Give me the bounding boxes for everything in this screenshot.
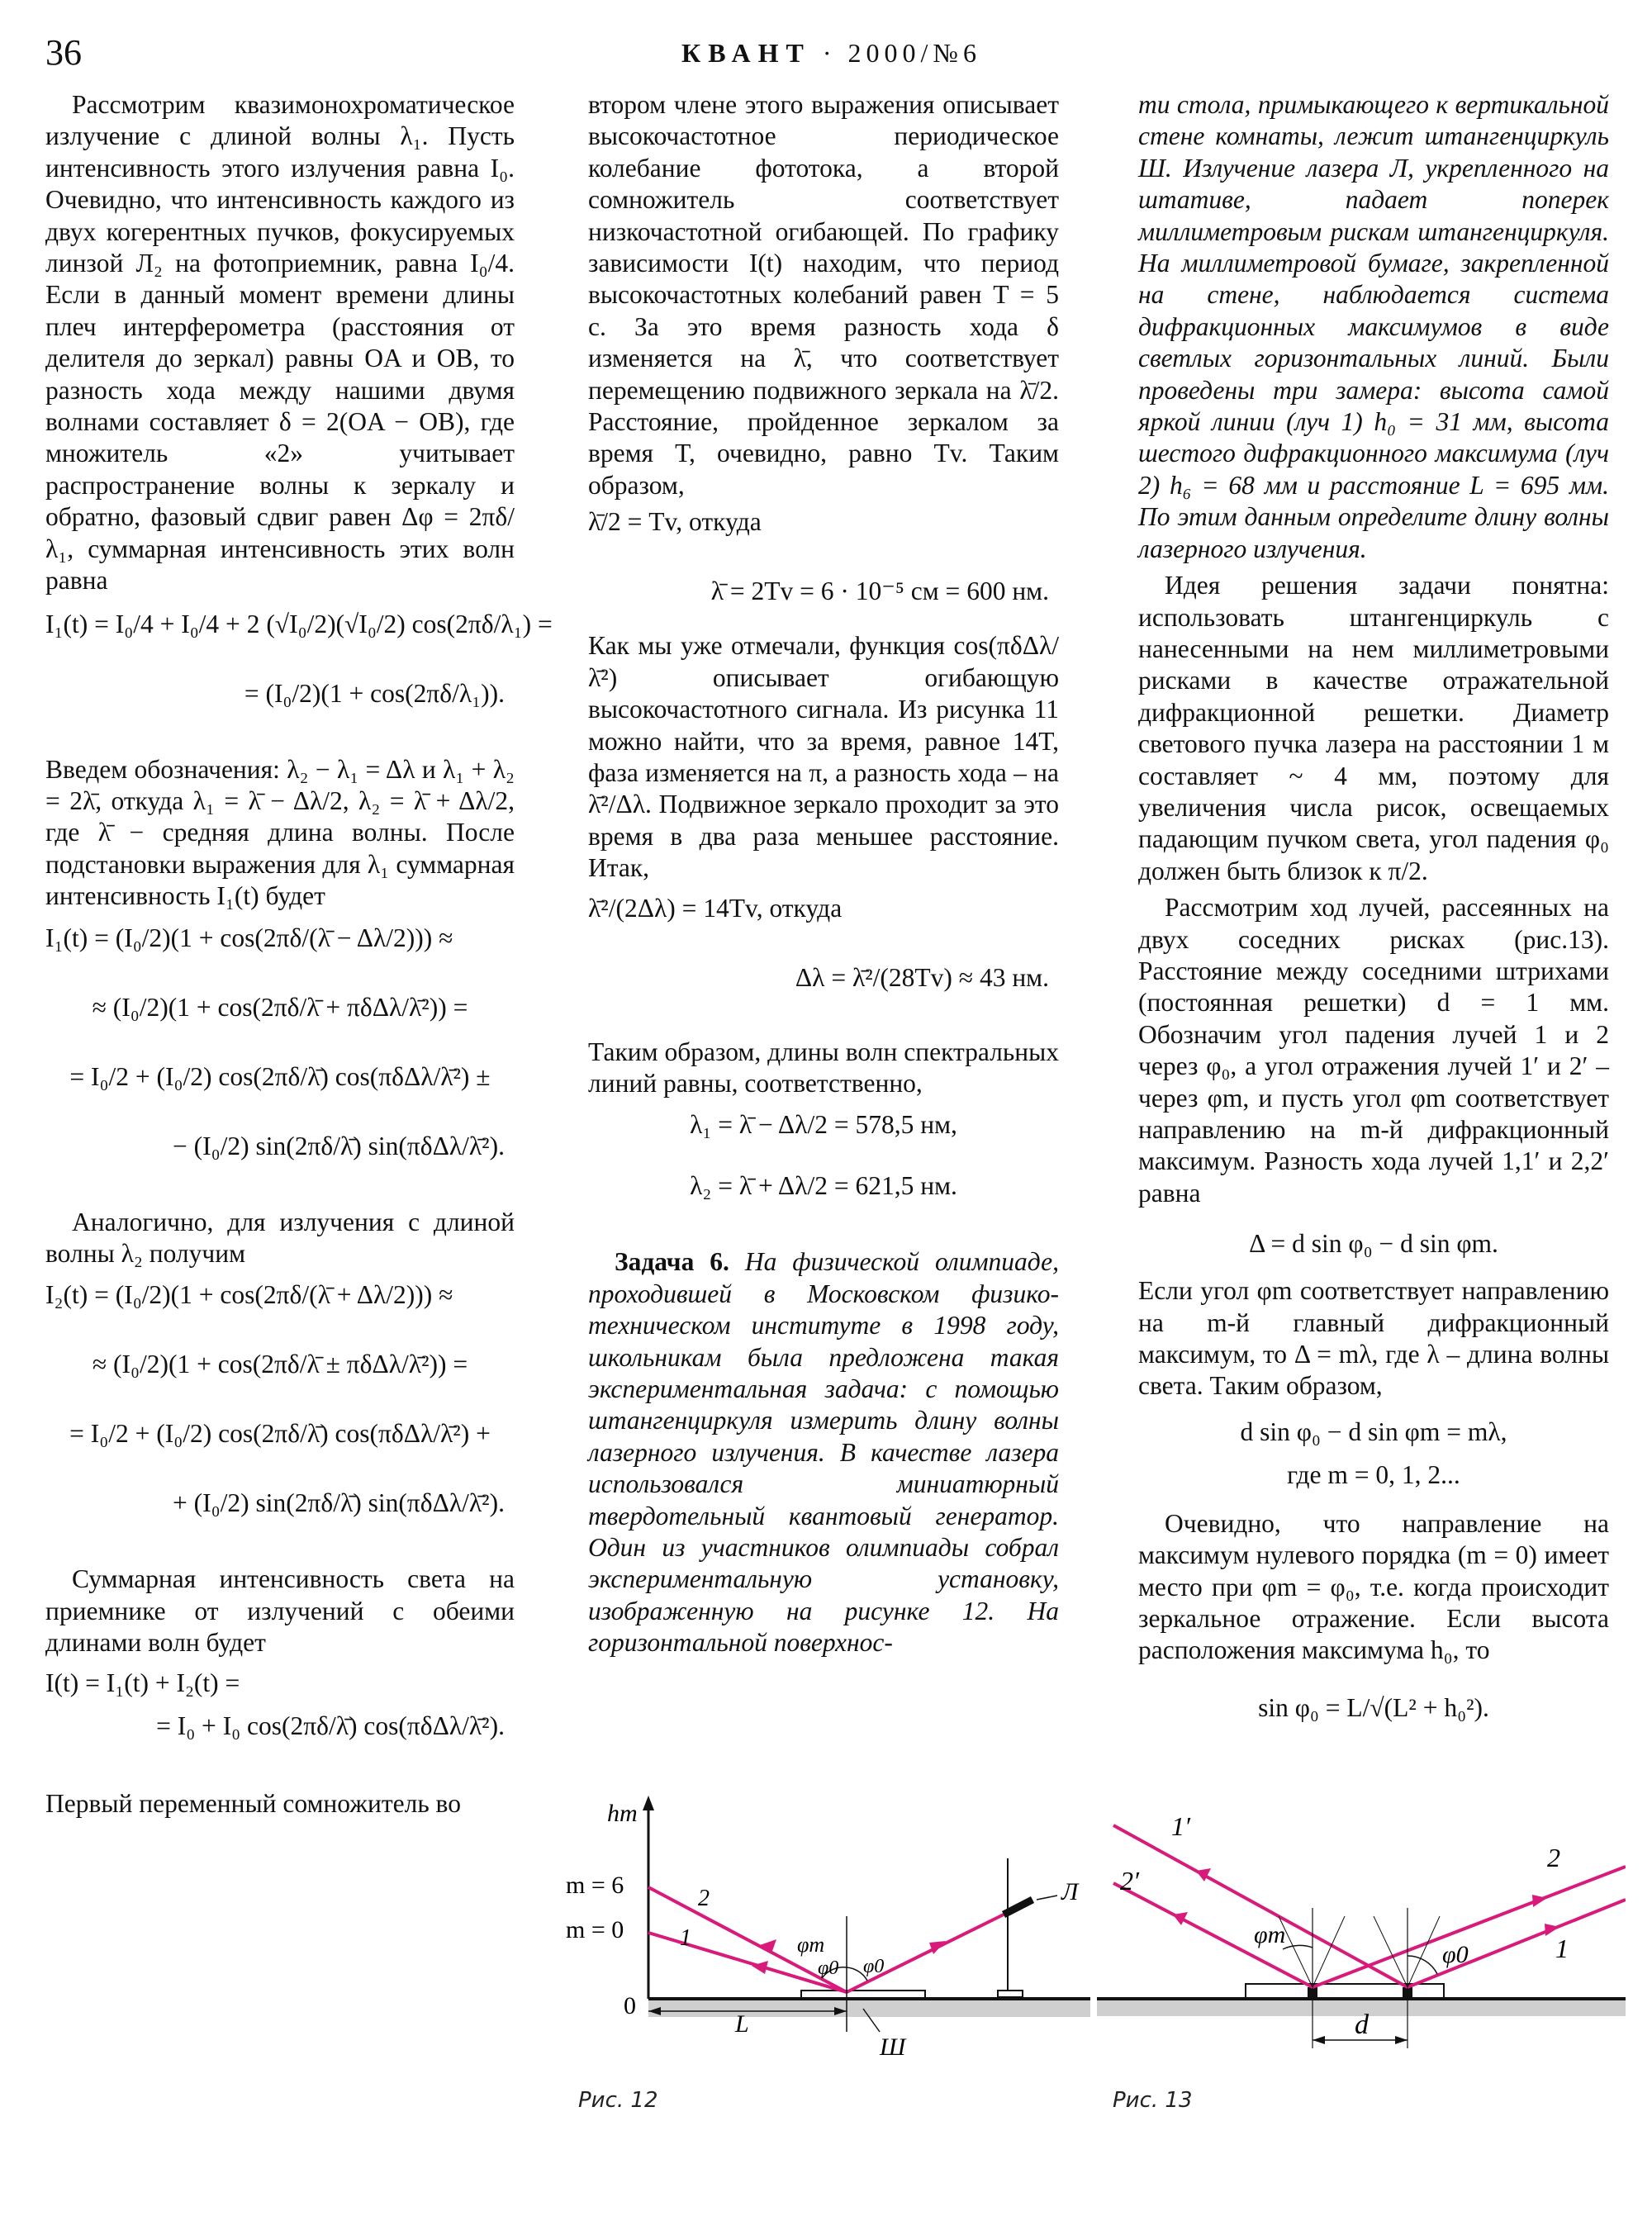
groove-right <box>1403 1987 1412 1999</box>
col2-paragraph-2: Как мы уже отмечали, функция cos(πδΔλ/λ̄²) описывает огибающую высокочастотного сигнала. Из рисунка 11 можно найти, что за время, равное 14T, фаза изменяется на π, а разность хода – на λ̄²/Δλ. Подвижное зеркало проходит за это время в два раза меньшее расстояние. Итак, <box>588 631 1059 883</box>
col3-equation-2: d sin φ₀ − d sin φm = mλ, <box>1240 1416 1507 1446</box>
col1-equation-3c: = I₀/2 + (I₀/2) cos(2πδ/λ̄) cos(πδΔλ/λ̄²) + <box>69 1419 491 1449</box>
col1-equation-1: I₁(t) = I₀/4 + I₀/4 + 2 (√I₀/2)(√I₀/2) cos(2πδ/λ₁) = <box>45 609 553 638</box>
col1-paragraph-2: Введем обозначения: λ₂ − λ₁ = Δλ и λ₁ + λ₂ = 2λ̄, откуда λ₁ = λ̄ − Δλ/2, λ₂ = λ̄ + Δλ/2, где λ̄ − средняя длина волны. После подстановки выражения для λ₁ суммарная интенсивность I₁(t) будет <box>45 754 515 911</box>
col3-task-continuation: ти стола, примыкающего к вертикальной стене комнаты, лежит штангенциркуль Ш. Излучение лазера Л, укрепленного на штативе, падает поперек миллиметровым рискам штангенциркуля. На миллиметровой бумаге, закрепленной на стене, наблюдается система дифракционных максимумов в виде светлых горизонтальных линий. Были проведены три замера: высота самой яркой линии (луч 1) h₀ = 31 мм, высота шестого дифракционного максимума (луч 2) h₆ = 68 мм и расстояние L = 695 мм. По этим данным определите длину волны лазерного излучения. <box>1138 90 1609 563</box>
page-number: 36 <box>45 32 82 73</box>
fig13-caption: Рис. 13 <box>1113 2088 1193 2113</box>
label-phi-m: φm <box>797 1933 825 1957</box>
col1-equation-2d: − (I₀/2) sin(2πδ/λ̄) sin(πδΔλ/λ̄²). <box>173 1131 505 1160</box>
col1-paragraph-1: Рассмотрим квазимонохроматическое излучение с длиной волны λ₁. Пусть интенсивность этого излучения равна I₀. Очевидно, что интенсивность каждого из двух когерентных пучков, фокусируемых линзой Л₂ на фотоприемник, равна I₀/4. Если в данный момент времени длины плеч интерферометра (расстояния от делителя до зеркал) равны OA и OB, то разность хода между нашими двумя волнами составляет δ = 2(OA − OB), где множитель «2» учитывает распространение волны к зеркалу и обратно, фазовый сдвиг равен Δφ = 2πδ/λ₁, суммарная интенсивность этих волн равна <box>45 90 515 596</box>
col2-equation-1: λ̄/2 = Tv, откуда <box>588 507 762 537</box>
ray-2-incident <box>1313 1867 1626 1987</box>
column-1 <box>45 89 553 1820</box>
col1-equation-1b: = (I₀/2)(1 + cos(2πδ/λ₁)). <box>244 678 505 708</box>
col3-paragraph-2: Идея решения задачи понятна: использовать штангенциркуль с нанесенными на нем миллиметровыми рисками в качестве отражательной дифракционной решетки. Диаметр светового пучка лазера на расстоянии 1 м составляет ~ 4 мм, поэтому для увеличения числа рисок, освещаемых падающим пучком света, угол падения φ₀ должен быть близок к π/2. <box>1138 571 1609 885</box>
col3-equation-4: sin φ₀ = L/√(L² + h₀²). <box>1258 1692 1489 1722</box>
groove-left <box>1308 1987 1317 1999</box>
col1-equation-3a: I₂(t) = (I₀/2)(1 + cos(2πδ/(λ̄ + Δλ/2))) ≈ <box>45 1280 453 1310</box>
label-phi0: φ0 <box>1442 1941 1469 1968</box>
label-d: d <box>1355 2010 1369 2040</box>
figure-12 <box>529 1792 1090 2123</box>
col1-paragraph-5: Первый переменный сомножитель во <box>45 1788 461 1818</box>
tripod-base <box>998 1991 1023 1997</box>
axis-arrow <box>643 1796 654 1810</box>
label-L: L <box>735 2010 749 2038</box>
label-ray-2p: 2′ <box>1120 1866 1139 1896</box>
col3-equation-3: где m = 0, 1, 2... <box>1287 1459 1460 1489</box>
laser-label: Л <box>1061 1878 1079 1905</box>
label-m6: m = 6 <box>566 1872 624 1899</box>
ray-1-incident <box>1408 1900 1626 1987</box>
label-phi0-left: φ0 <box>818 1957 839 1979</box>
incident-ray <box>847 1915 1004 1992</box>
col2-equation-4: Δλ = λ̄²/(28Tv) ≈ 43 нм. <box>795 962 1049 992</box>
col1-equation-3d: + (I₀/2) sin(2πδ/λ̄) sin(πδΔλ/λ̄²). <box>173 1488 505 1518</box>
col2-equation-5: λ₁ = λ̄ − Δλ/2 = 578,5 нм, <box>690 1110 957 1140</box>
col3-equation-1: Δ = d sin φ₀ − d sin φm. <box>1249 1229 1498 1259</box>
figure-13 <box>1097 1792 1626 2090</box>
label-zero: 0 <box>624 1992 636 2019</box>
col1-paragraph-3: Аналогично, для излучения с длиной волны λ₂ получим <box>45 1207 515 1268</box>
label-phi-m: φm <box>1254 1921 1286 1948</box>
col1-equation-4b: = I₀ + I₀ cos(2πδ/λ̄) cos(πδΔλ/λ̄²). <box>156 1711 505 1740</box>
col2-equation-2: λ̄ = 2Tv = 6 · 10⁻⁵ см = 600 нм. <box>710 577 1049 606</box>
col2-equation-3: λ̄²/(2Δλ) = 14Tv, откуда <box>588 893 843 923</box>
laser-label-line <box>1037 1896 1057 1900</box>
task-text: На физической олимпиаде, проходившей в Московском физико-техническом институте в 1998 году, школьникам была предложена такая экспериментальная задача: с помощью штангенциркуля измерить длину волны лазерного излучения. В качестве лазера использовался миниатюрный твердотельный квантовый генератор. Один из участников олимпиады собрал экспериментальную установку, изображенную на рисунке 12. На горизонтальной поверхнос- <box>588 1247 1059 1658</box>
page-header <box>0 31 1652 81</box>
angle-arc-phim <box>1283 1945 1313 1949</box>
label-ray-1: 1 <box>1555 1934 1569 1963</box>
col2-paragraph-3: Таким образом, длины волн спектральных линий равны, соответственно, <box>588 1037 1059 1098</box>
label-ray-1p: 1′ <box>1171 1811 1190 1841</box>
magazine-title: КВАНТ · 2000/№6 <box>681 38 981 68</box>
column-2 <box>588 89 1059 1659</box>
col1-equation-4a: I(t) = I₁(t) + I₂(t) = <box>45 1668 240 1697</box>
col3-paragraph-4: Если угол φm соответствует направлению на m-й главный дифракционный максимум, то Δ = mλ, где λ – длина волны света. Таким образом, <box>1138 1276 1609 1401</box>
col3-paragraph-5: Очевидно, что направление на максимум нулевого порядка (m = 0) имеет место при φm = φ₀, т.е. когда происходит зеркальное отражение. Если высота расположения максимума h₀, то <box>1138 1508 1609 1665</box>
col1-equation-2b: ≈ (I₀/2)(1 + cos(2πδ/λ̄ + πδΔλ/λ̄²)) = <box>92 992 468 1022</box>
label-ray-1: 1 <box>680 1925 691 1951</box>
task-label: Задача 6. <box>615 1247 729 1277</box>
label-m0: m = 0 <box>566 1916 624 1943</box>
col2-paragraph-1: втором члене этого выражения описывает высокочастотное периодическое колебание фототока, а второй сомножитель соответствует низкочастотной огибающей. По графику зависимости I(t) находим, что период высокочастотных колебаний равен T = 5 с. За это время разность хода δ изменяется на λ̄, что соответствует перемещению подвижного зеркала на λ̄/2. Расстояние, пройденное зеркалом за время T, очевидно, равно Tv. Таким образом, <box>588 90 1059 500</box>
col2-task-6 <box>588 1246 1059 1658</box>
hm-axis-label: hm <box>607 1800 638 1827</box>
col2-equation-6: λ₂ = λ̄ + Δλ/2 = 621,5 нм. <box>690 1171 957 1201</box>
fig12-caption: Рис. 12 <box>578 2088 658 2113</box>
angle-arc-phi0 <box>1408 1956 1437 1974</box>
col1-paragraph-4: Суммарная интенсивность света на приемнике от излучений с обеими длинами волн будет <box>45 1564 515 1658</box>
col1-equation-2a: I₁(t) = (I₀/2)(1 + cos(2πδ/(λ̄ − Δλ/2))) ≈ <box>45 923 453 952</box>
table-surface <box>648 1999 1090 2017</box>
caliper-label: Ш <box>880 2033 906 2061</box>
arrow-incident <box>929 1941 946 1954</box>
label-phi0-right: φ0 <box>863 1956 885 1977</box>
col1-equation-2c: = I₀/2 + (I₀/2) cos(2πδ/λ̄) cos(πδΔλ/λ̄²) ± <box>69 1061 491 1091</box>
d-arrow-left <box>1313 2036 1325 2044</box>
column-3 <box>1138 89 1609 1743</box>
d-arrow-right <box>1395 2036 1408 2044</box>
col3-paragraph-3: Рассмотрим ход лучей, рассеянных на двух соседних рисках (рис.13). Расстояние между соседними штрихами (постоянная решетки) d = 1 мм. Обозначим угол падения лучей 1 и 2 через φ₀, а угол отражения лучей 1′ и 2′ – через φm, и пусть угол φm соответствует направлению на m-й дифракционный максимум. Разность хода лучей 1,1′ и 2,2′ равна <box>1138 893 1609 1208</box>
col1-equation-3b: ≈ (I₀/2)(1 + cos(2πδ/λ̄ ± πδΔλ/λ̄²)) = <box>92 1350 468 1379</box>
label-ray-2: 2 <box>1547 1843 1560 1872</box>
label-ray-2: 2 <box>698 1886 710 1911</box>
